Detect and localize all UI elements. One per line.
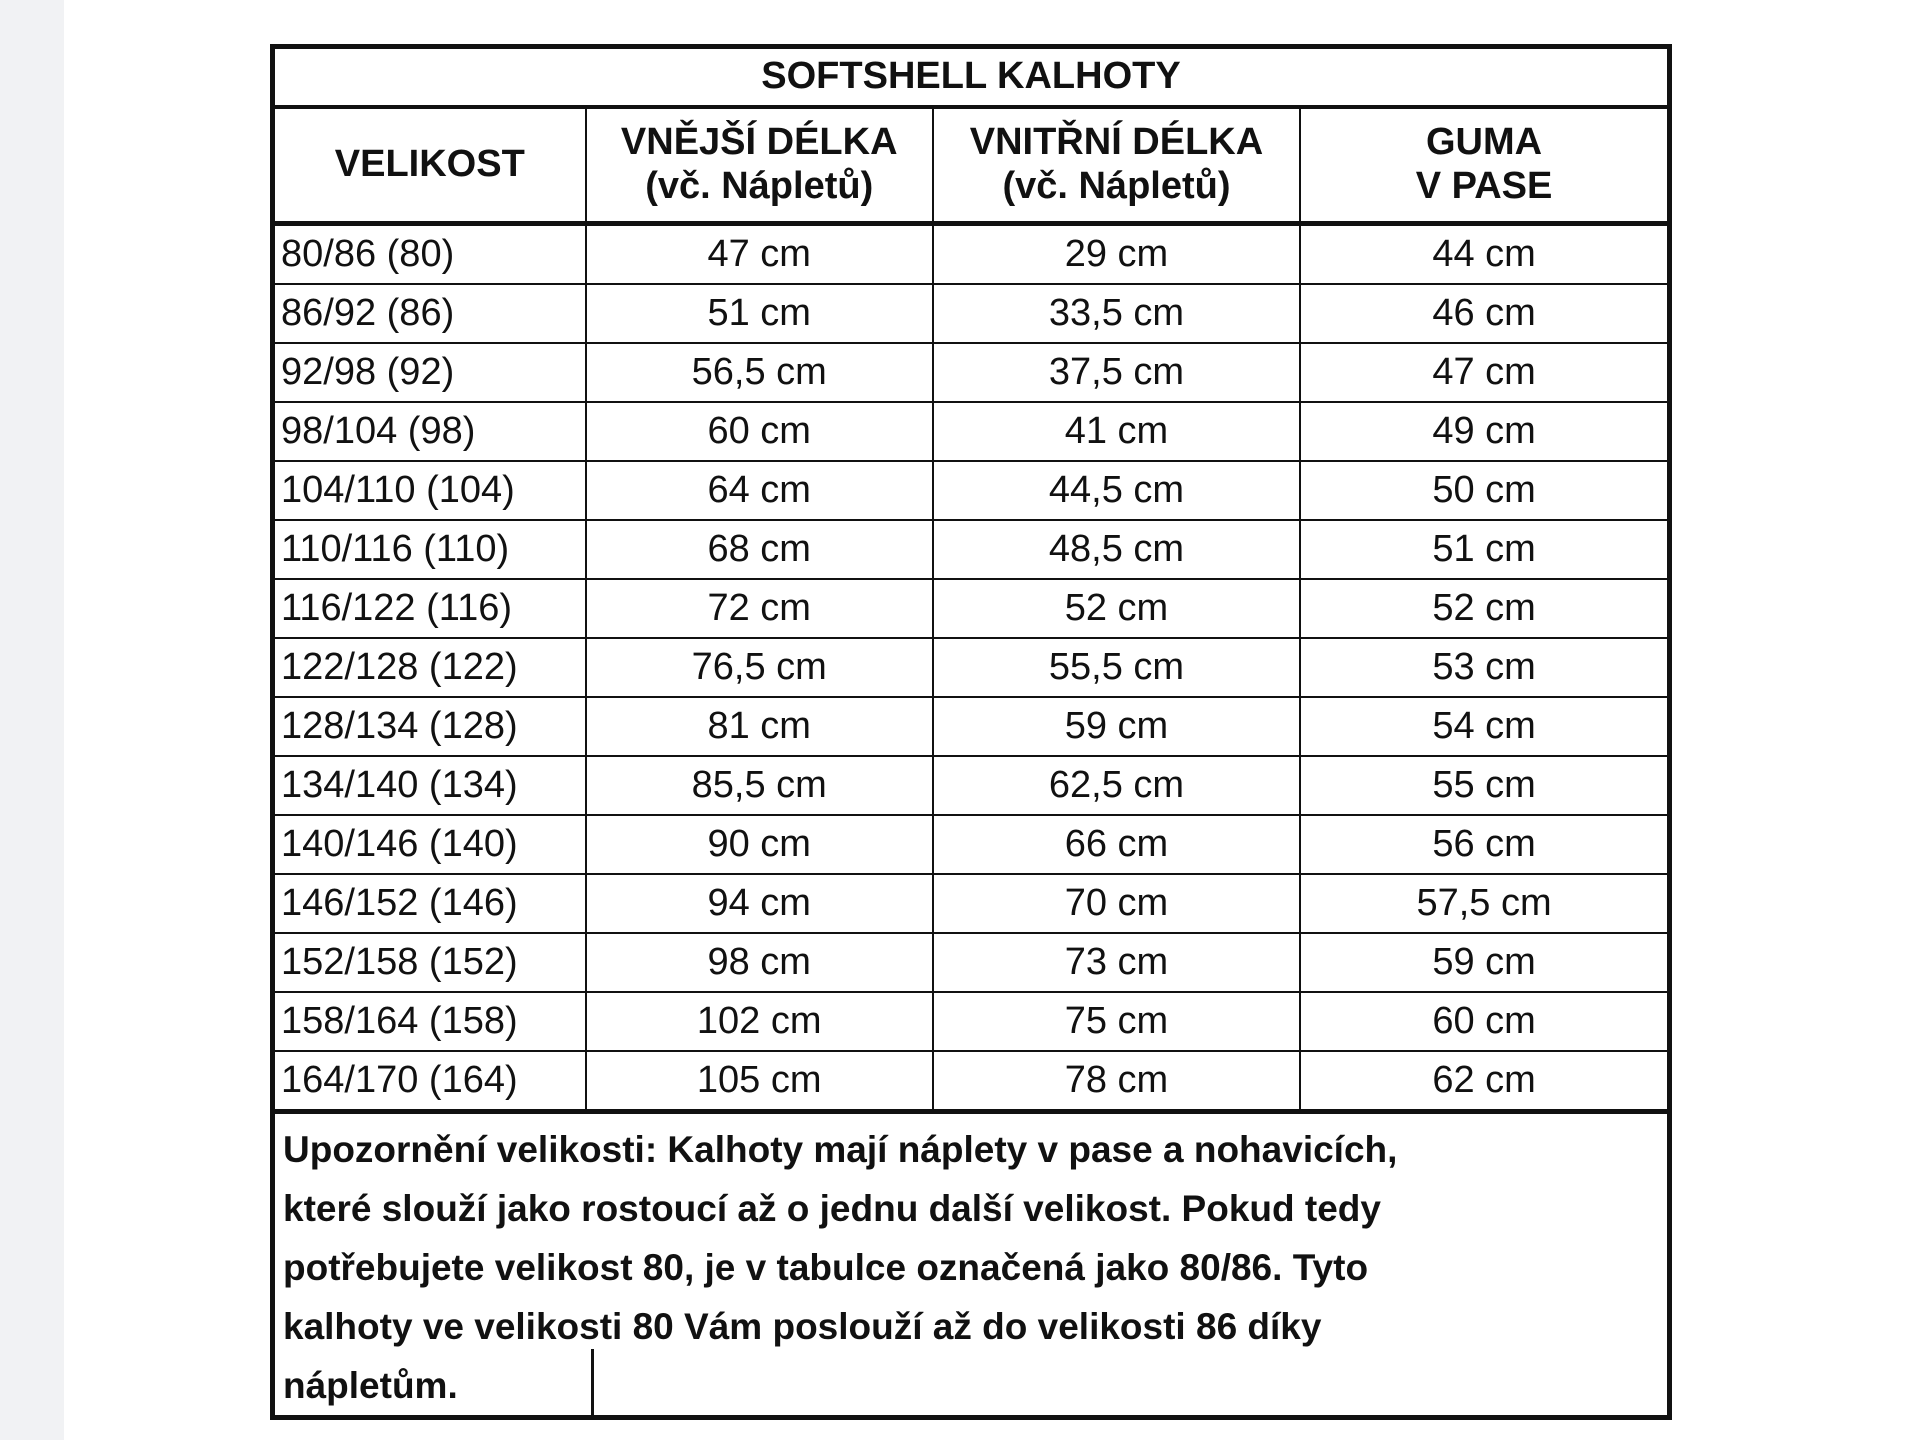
outer-length-cell: 102 cm	[586, 992, 933, 1051]
inner-length-cell: 78 cm	[933, 1051, 1300, 1112]
inner-length-cell: 48,5 cm	[933, 520, 1300, 579]
header-outer-length-line1: VNĚJŠÍ DÉLKA	[620, 121, 898, 164]
table-row	[273, 579, 1670, 638]
table-row	[273, 638, 1670, 697]
table-row	[273, 520, 1670, 579]
header-outer-length-line2: (vč. Nápletů)	[645, 165, 874, 207]
waist-elastic-cell: 53 cm	[1300, 638, 1669, 697]
header-inner-length	[933, 107, 1300, 224]
table-row	[273, 815, 1670, 874]
inner-length-cell: 52 cm	[933, 579, 1300, 638]
header-size	[273, 107, 586, 224]
inner-length-cell: 66 cm	[933, 815, 1300, 874]
inner-length-cell: 37,5 cm	[933, 343, 1300, 402]
note-divider-mark	[591, 1349, 594, 1415]
outer-length-cell: 60 cm	[586, 402, 933, 461]
waist-elastic-cell: 62 cm	[1300, 1051, 1669, 1112]
outer-length-cell: 90 cm	[586, 815, 933, 874]
header-inner-length-line1: VNITŘNÍ DÉLKA	[969, 121, 1264, 164]
table-title-row	[273, 47, 1670, 108]
size-cell: 128/134 (128)	[273, 697, 586, 756]
waist-elastic-cell: 51 cm	[1300, 520, 1669, 579]
size-chart-table	[270, 44, 1672, 1420]
table-row	[273, 1051, 1670, 1112]
inner-length-cell: 59 cm	[933, 697, 1300, 756]
size-cell: 152/158 (152)	[273, 933, 586, 992]
table-row	[273, 224, 1670, 285]
table-body	[273, 224, 1670, 1112]
header-waist-elastic-line2: V PASE	[1415, 165, 1553, 207]
size-cell: 122/128 (122)	[273, 638, 586, 697]
table-row	[273, 461, 1670, 520]
outer-length-cell: 81 cm	[586, 697, 933, 756]
table-row	[273, 284, 1670, 343]
size-cell: 104/110 (104)	[273, 461, 586, 520]
table-title: SOFTSHELL KALHOTY	[273, 47, 1670, 108]
inner-length-cell: 44,5 cm	[933, 461, 1300, 520]
header-outer-length	[586, 107, 933, 224]
waist-elastic-cell: 54 cm	[1300, 697, 1669, 756]
table-row	[273, 756, 1670, 815]
inner-length-cell: 33,5 cm	[933, 284, 1300, 343]
inner-length-cell: 62,5 cm	[933, 756, 1300, 815]
table-row	[273, 697, 1670, 756]
size-cell: 140/146 (140)	[273, 815, 586, 874]
waist-elastic-cell: 49 cm	[1300, 402, 1669, 461]
outer-length-cell: 98 cm	[586, 933, 933, 992]
table-row	[273, 874, 1670, 933]
size-cell: 134/140 (134)	[273, 756, 586, 815]
inner-length-cell: 73 cm	[933, 933, 1300, 992]
waist-elastic-cell: 60 cm	[1300, 992, 1669, 1051]
header-inner-length-line2: (vč. Nápletů)	[1002, 165, 1231, 207]
outer-length-cell: 105 cm	[586, 1051, 933, 1112]
outer-length-cell: 72 cm	[586, 579, 933, 638]
inner-length-cell: 55,5 cm	[933, 638, 1300, 697]
header-size-label: VELIKOST	[334, 143, 525, 186]
waist-elastic-cell: 46 cm	[1300, 284, 1669, 343]
waist-elastic-cell: 57,5 cm	[1300, 874, 1669, 933]
outer-length-cell: 47 cm	[586, 224, 933, 285]
size-cell: 92/98 (92)	[273, 343, 586, 402]
waist-elastic-cell: 50 cm	[1300, 461, 1669, 520]
table-header-row	[273, 107, 1670, 224]
header-waist-elastic-line1: GUMA	[1426, 121, 1543, 164]
table-row	[273, 992, 1670, 1051]
waist-elastic-cell: 44 cm	[1300, 224, 1669, 285]
outer-length-cell: 85,5 cm	[586, 756, 933, 815]
size-cell: 86/92 (86)	[273, 284, 586, 343]
waist-elastic-cell: 56 cm	[1300, 815, 1669, 874]
size-cell: 116/122 (116)	[273, 579, 586, 638]
table-row	[273, 343, 1670, 402]
outer-length-cell: 68 cm	[586, 520, 933, 579]
waist-elastic-cell: 55 cm	[1300, 756, 1669, 815]
outer-length-cell: 94 cm	[586, 874, 933, 933]
inner-length-cell: 41 cm	[933, 402, 1300, 461]
inner-length-cell: 75 cm	[933, 992, 1300, 1051]
waist-elastic-cell: 47 cm	[1300, 343, 1669, 402]
size-note-text: Upozornění velikosti: Kalhoty mají náplety v pase a nohavicích, které slouží jako rostoucí až o jednu další velikost. Pokud tedy potřebujete velikost 80, je v tabulce označená jako 80/86. Tyto kalhoty ve velikosti 80 Vám poslouží až do velikosti 86 díky nápletům.	[283, 1129, 1398, 1406]
size-note-row	[273, 1112, 1670, 1418]
table-row	[273, 402, 1670, 461]
size-cell: 164/170 (164)	[273, 1051, 586, 1112]
table-row	[273, 933, 1670, 992]
outer-length-cell: 64 cm	[586, 461, 933, 520]
size-cell: 80/86 (80)	[273, 224, 586, 285]
size-cell: 98/104 (98)	[273, 402, 586, 461]
inner-length-cell: 29 cm	[933, 224, 1300, 285]
outer-length-cell: 56,5 cm	[586, 343, 933, 402]
size-cell: 158/164 (158)	[273, 992, 586, 1051]
size-cell: 146/152 (146)	[273, 874, 586, 933]
inner-length-cell: 70 cm	[933, 874, 1300, 933]
waist-elastic-cell: 52 cm	[1300, 579, 1669, 638]
size-cell: 110/116 (110)	[273, 520, 586, 579]
waist-elastic-cell: 59 cm	[1300, 933, 1669, 992]
outer-length-cell: 51 cm	[586, 284, 933, 343]
left-margin-strip	[0, 0, 64, 1440]
size-note-cell	[273, 1112, 1670, 1418]
header-waist-elastic	[1300, 107, 1669, 224]
outer-length-cell: 76,5 cm	[586, 638, 933, 697]
